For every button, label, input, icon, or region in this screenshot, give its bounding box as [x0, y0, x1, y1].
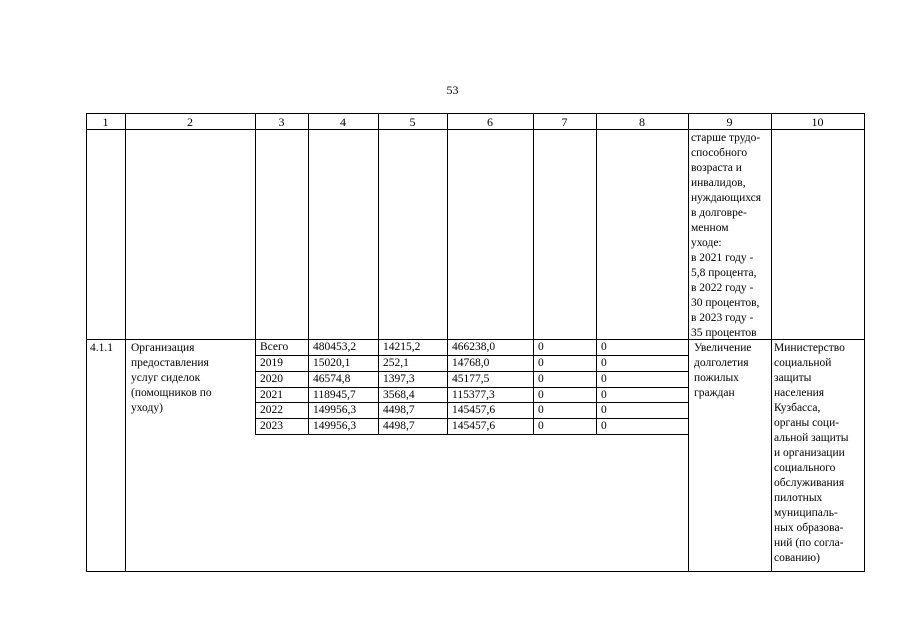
- text-line: 30 процентов,: [691, 297, 760, 309]
- header-col-5: 5: [409, 115, 416, 129]
- text-line: Увеличение: [694, 342, 752, 354]
- row-code: 4.1.1: [90, 342, 113, 354]
- col4-cell: 149956,3: [313, 420, 357, 432]
- header-col-1: 1: [102, 115, 109, 129]
- target-indicator: [694, 341, 752, 401]
- col6-cell: 14768,0: [452, 357, 490, 369]
- text-line: Кузбасса,: [774, 402, 821, 414]
- text-line: обслуживания: [774, 477, 845, 489]
- text-line: в 2021 году -: [691, 252, 754, 264]
- text-line: уходе:: [691, 237, 722, 249]
- year-cell: 2022: [260, 404, 283, 416]
- header-col-4: 4: [340, 115, 346, 129]
- text-line: пилотных: [774, 492, 823, 504]
- text-line: способного: [691, 147, 748, 159]
- year-cell: Всего: [260, 341, 289, 353]
- col4-cell: 15020,1: [313, 357, 351, 369]
- text-line: предоставления: [131, 357, 209, 369]
- header-col-3: 3: [278, 115, 285, 129]
- col5-cell: 252,1: [383, 357, 409, 369]
- col5-cell: 1397,3: [383, 373, 415, 385]
- text-line: менном: [691, 222, 729, 234]
- text-line: в долговре-: [691, 207, 747, 219]
- year-cell: 2020: [260, 373, 283, 385]
- col4-cell: 118945,7: [313, 389, 356, 401]
- header-col-7: 7: [561, 115, 568, 129]
- text-line: 35 процентов: [691, 327, 757, 339]
- text-line: и организации: [774, 447, 845, 459]
- text-line: нуждающихся: [691, 192, 762, 204]
- text-line: пожилых: [694, 372, 739, 384]
- text-line: Организация: [131, 342, 195, 354]
- year-cell: 2023: [260, 420, 283, 432]
- col8-cell: 0: [601, 389, 607, 401]
- text-line: ний (по согла-: [774, 537, 844, 549]
- text-line: органы соци-: [774, 417, 840, 429]
- col4-cell: 149956,3: [313, 404, 357, 416]
- text-line: ных образова-: [774, 522, 844, 534]
- text-line: социального: [774, 462, 836, 474]
- text-line: долголетия: [694, 357, 749, 369]
- col7-cell: 0: [538, 420, 544, 432]
- col5-cell: 14215,2: [383, 341, 421, 353]
- col8-cell: 0: [601, 357, 607, 369]
- text-line: граждан: [694, 387, 735, 399]
- text-line: Министерство: [774, 342, 845, 354]
- col6-cell: 115377,3: [452, 389, 495, 401]
- col7-cell: 0: [538, 404, 544, 416]
- text-line: населения: [774, 387, 825, 399]
- col6-cell: 466238,0: [452, 341, 496, 353]
- col8-cell: 0: [601, 404, 607, 416]
- col5-cell: 4498,7: [383, 420, 415, 432]
- text-line: услуг сиделок: [131, 372, 201, 384]
- col8-cell: 0: [601, 341, 607, 353]
- col7-cell: 0: [538, 373, 544, 385]
- measure-name: [131, 341, 212, 416]
- text-line: 5,8 процента,: [691, 267, 757, 279]
- col4-cell: 46574,8: [313, 373, 351, 385]
- col5-cell: 4498,7: [383, 404, 415, 416]
- header-col-6: 6: [487, 115, 493, 129]
- text-line: альной защиты: [774, 432, 849, 444]
- col8-cell: 0: [601, 420, 607, 432]
- text-line: защиты: [774, 372, 812, 384]
- text-line: уходу): [131, 402, 163, 414]
- col6-cell: 145457,6: [452, 404, 496, 416]
- page-number: 53: [446, 83, 459, 97]
- continuation-indicator-text: [691, 131, 761, 341]
- text-line: (помощников по: [131, 387, 212, 399]
- col4-cell: 480453,2: [313, 341, 357, 353]
- col8-cell: 0: [601, 373, 607, 385]
- text-line: инвалидов,: [691, 177, 746, 189]
- header-col-8: 8: [639, 115, 645, 129]
- text-line: сованию): [774, 552, 820, 564]
- col7-cell: 0: [538, 357, 544, 369]
- responsible-executor: [774, 341, 849, 566]
- header-col-2: 2: [187, 115, 193, 129]
- year-cell: 2019: [260, 357, 283, 369]
- col5-cell: 3568,4: [383, 389, 415, 401]
- text-line: в 2022 году -: [691, 282, 754, 294]
- text-line: муниципаль-: [774, 507, 838, 519]
- text-line: возраста и: [691, 162, 742, 174]
- col6-cell: 145457,6: [452, 420, 496, 432]
- header-col-10: 10: [811, 115, 824, 129]
- col7-cell: 0: [538, 341, 544, 353]
- col7-cell: 0: [538, 389, 544, 401]
- text-line: в 2023 году -: [691, 312, 754, 324]
- text-line: старше трудо-: [691, 132, 761, 144]
- text-line: социальной: [774, 357, 832, 369]
- header-col-9: 9: [726, 115, 733, 129]
- year-cell: 2021: [260, 389, 283, 401]
- col6-cell: 45177,5: [452, 373, 490, 385]
